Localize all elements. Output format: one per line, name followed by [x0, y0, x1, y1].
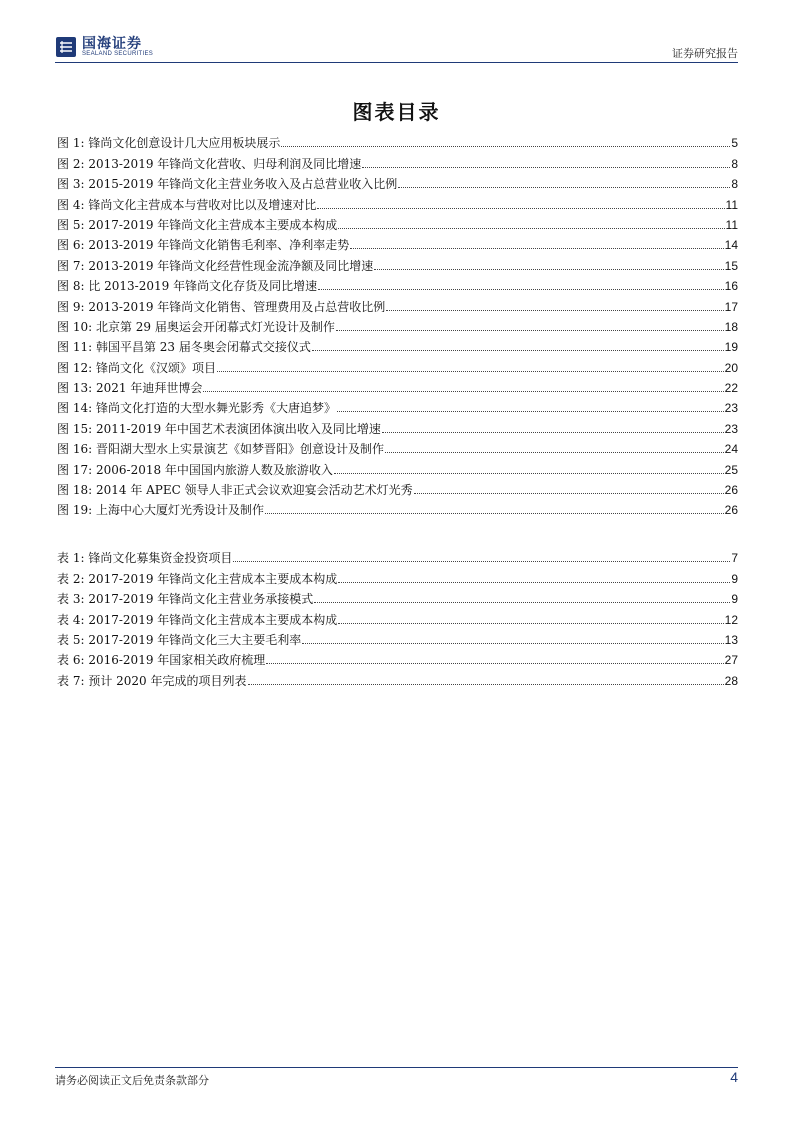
toc-entry-page: 25 — [724, 462, 738, 477]
figure-toc-entry[interactable] — [57, 415, 738, 435]
toc-leader-dots — [312, 349, 724, 351]
table-list — [57, 545, 738, 688]
toc-leader-dots — [338, 622, 723, 624]
figure-toc-entry[interactable] — [57, 191, 738, 211]
toc-entry-label: 表 5: — [57, 632, 85, 647]
toc-entry-label: 图 12: — [57, 360, 93, 375]
toc-leader-dots — [337, 410, 724, 412]
toc-entry-page: 16 — [724, 279, 738, 294]
toc-entry-label: 图 19: — [57, 503, 93, 518]
toc-entry-label: 表 2: — [57, 571, 85, 586]
toc-entry-label: 图 6: — [57, 238, 85, 253]
figure-toc-entry[interactable] — [57, 314, 738, 334]
logo-mark-icon — [55, 36, 77, 58]
toc-entry-title: 2011-2019 年中国艺术表演团体演出收入及同比增速 — [95, 421, 381, 436]
toc-entry-title: 2016-2019 年国家相关政府梳理 — [88, 653, 266, 668]
toc-entry-label: 图 9: — [57, 299, 85, 314]
toc-entry-title: 2017-2019 年锋尚文化主营成本主要成本构成 — [88, 217, 338, 232]
toc-entry-page: 14 — [724, 238, 738, 253]
toc-entry-title: 2017-2019 年锋尚文化主营成本主要成本构成 — [88, 612, 338, 627]
toc-entry-page: 17 — [724, 299, 738, 314]
toc-entry-page: 27 — [724, 653, 738, 668]
toc-leader-dots — [398, 186, 730, 188]
toc-entry-label: 图 13: — [57, 381, 93, 396]
toc-leader-dots — [374, 268, 723, 270]
toc-entry-page: 11 — [725, 217, 738, 232]
toc-entry-title: 比 2013-2019 年锋尚文化存货及同比增速 — [88, 279, 318, 294]
toc-entry-page: 18 — [724, 319, 738, 334]
toc-entry-page: 9 — [731, 592, 738, 607]
toc-entry-label: 图 4: — [57, 197, 85, 212]
toc-leader-dots — [336, 329, 724, 331]
toc-leader-dots — [317, 207, 724, 209]
toc-entry-page: 8 — [731, 156, 738, 171]
toc-entry-title: 2013-2019 年锋尚文化经营性现金流净额及同比增速 — [88, 258, 374, 273]
toc-leader-dots — [385, 451, 724, 453]
toc-entry-page: 5 — [731, 136, 738, 151]
toc-entry-label: 表 6: — [57, 653, 85, 668]
toc-entry-page: 26 — [724, 483, 738, 498]
footer-page-number: 4 — [730, 1069, 738, 1085]
toc-entry-title: 锋尚文化创意设计几大应用板块展示 — [88, 136, 281, 151]
toc-leader-dots — [338, 581, 730, 583]
figure-toc-entry[interactable] — [57, 130, 738, 150]
toc-entry-label: 图 5: — [57, 217, 85, 232]
toc-leader-dots — [334, 472, 724, 474]
toc-leader-dots — [266, 662, 723, 664]
toc-entry-page: 22 — [724, 381, 738, 396]
toc-entry-title: 2013-2019 年锋尚文化销售毛利率、净利率走势 — [88, 238, 350, 253]
toc-entry-label: 表 1: — [57, 551, 85, 566]
toc-leader-dots — [248, 683, 724, 685]
toc-entry-page: 13 — [724, 632, 738, 647]
figure-toc-entry[interactable] — [57, 232, 738, 252]
toc-leader-dots — [338, 227, 724, 229]
toc-entry-label: 图 16: — [57, 442, 93, 457]
figure-toc-entry[interactable] — [57, 212, 738, 232]
toc-entry-page: 9 — [731, 571, 738, 586]
toc-leader-dots — [217, 370, 724, 372]
toc-entry-page: 15 — [724, 258, 738, 273]
toc-entry-title: 锋尚文化《汉颂》项目 — [95, 360, 216, 375]
figure-toc-entry[interactable] — [57, 456, 738, 476]
toc-entry-page: 7 — [731, 551, 738, 566]
toc-entry-title: 锋尚文化募集资金投资项目 — [88, 551, 233, 566]
toc-entry-title: 预计 2020 年完成的项目列表 — [88, 673, 247, 688]
toc-entry-page: 23 — [724, 421, 738, 436]
toc-leader-dots — [281, 145, 730, 147]
toc-entry-label: 图 2: — [57, 156, 85, 171]
toc-entry-label: 图 17: — [57, 462, 93, 477]
toc-entry-label: 图 7: — [57, 258, 85, 273]
toc-leader-dots — [203, 390, 723, 392]
toc-entry-page: 28 — [724, 673, 738, 688]
toc-entry-title: 韩国平昌第 23 届冬奥会闭幕式交接仪式 — [95, 340, 311, 355]
figure-toc-entry[interactable] — [57, 293, 738, 313]
footer-divider — [55, 1067, 738, 1068]
page-title: 图表目录 — [352, 100, 441, 124]
table-toc-entry[interactable] — [57, 565, 738, 585]
toc-entry-title: 2021 年迪拜世博会 — [95, 381, 203, 396]
toc-entry-label: 图 8: — [57, 279, 85, 294]
toc-entry-title: 2013-2019 年锋尚文化营收、归母利润及同比增速 — [88, 156, 362, 171]
toc-entry-label: 图 14: — [57, 401, 93, 416]
figure-toc-entry[interactable] — [57, 395, 738, 415]
toc-entry-label: 表 3: — [57, 592, 85, 607]
company-logo — [55, 33, 153, 61]
toc-leader-dots — [362, 166, 730, 168]
toc-leader-dots — [386, 309, 723, 311]
toc-leader-dots — [350, 247, 723, 249]
toc-entry-page: 19 — [724, 340, 738, 355]
toc-entry-title: 锋尚文化主营成本与营收对比以及增速对比 — [88, 197, 317, 212]
toc-entry-page: 11 — [725, 197, 738, 212]
figure-toc-entry[interactable] — [57, 477, 738, 497]
toc-entry-title: 2013-2019 年锋尚文化销售、管理费用及占总营收比例 — [88, 299, 386, 314]
toc-entry-page: 26 — [724, 503, 738, 518]
toc-leader-dots — [233, 560, 730, 562]
toc-leader-dots — [302, 642, 723, 644]
page-header — [55, 33, 738, 63]
table-toc-entry[interactable] — [57, 627, 738, 647]
table-toc-entry[interactable] — [57, 545, 738, 565]
toc-entry-title: 晋阳湖大型水上实景演艺《如梦晋阳》创意设计及制作 — [95, 442, 384, 457]
toc-entry-title: 上海中心大厦灯光秀设计及制作 — [95, 503, 264, 518]
toc-entry-label: 图 18: — [57, 483, 93, 498]
toc-entry-label: 表 4: — [57, 612, 85, 627]
logo-chinese-name: 国海证券 — [82, 35, 142, 52]
table-toc-entry[interactable] — [57, 667, 738, 687]
toc-leader-dots — [382, 431, 724, 433]
figure-list — [57, 130, 738, 517]
toc-entry-title: 北京第 29 届奥运会开闭幕式灯光设计及制作 — [95, 319, 335, 334]
toc-entry-label: 图 1: — [57, 136, 85, 151]
table-toc-entry[interactable] — [57, 606, 738, 626]
figure-toc-entry[interactable] — [57, 150, 738, 170]
toc-leader-dots — [414, 492, 724, 494]
figure-toc-entry[interactable] — [57, 334, 738, 354]
toc-entry-label: 图 15: — [57, 421, 93, 436]
figure-toc-entry[interactable] — [57, 354, 738, 374]
toc-entry-page: 23 — [724, 401, 738, 416]
header-divider — [55, 62, 738, 63]
toc-leader-dots — [265, 512, 724, 514]
toc-leader-dots — [314, 601, 730, 603]
toc-entry-title: 2015-2019 年锋尚文化主营业务收入及占总营业收入比例 — [88, 177, 398, 192]
figure-toc-entry[interactable] — [57, 171, 738, 191]
toc-entry-label: 表 7: — [57, 673, 85, 688]
figure-toc-entry[interactable] — [57, 252, 738, 272]
figure-toc-entry[interactable] — [57, 273, 738, 293]
toc-entry-title: 2017-2019 年锋尚文化主营成本主要成本构成 — [88, 571, 338, 586]
footer-disclaimer: 请务必阅读正文后免责条款部分 — [55, 1074, 209, 1087]
toc-entry-title: 2014 年 APEC 领导人非正式会议欢迎宴会活动艺术灯光秀 — [95, 483, 413, 498]
toc-entry-page: 12 — [724, 612, 738, 627]
figure-toc-entry[interactable] — [57, 436, 738, 456]
logo-english-name: SEALAND SECURITIES — [82, 50, 154, 57]
toc-entry-title: 2017-2019 年锋尚文化三大主要毛利率 — [88, 632, 302, 647]
toc-entry-label: 图 3: — [57, 177, 85, 192]
toc-entry-page: 24 — [724, 442, 738, 457]
toc-entry-title: 2006-2018 年中国国内旅游人数及旅游收入 — [95, 462, 333, 477]
toc-entry-page: 20 — [724, 360, 738, 375]
figure-toc-entry[interactable] — [57, 497, 738, 517]
toc-entry-label: 图 11: — [57, 340, 93, 355]
table-toc-entry[interactable] — [57, 586, 738, 606]
toc-entry-page: 8 — [731, 177, 738, 192]
toc-leader-dots — [318, 288, 724, 290]
table-toc-entry[interactable] — [57, 647, 738, 667]
toc-entry-label: 图 10: — [57, 319, 93, 334]
toc-entry-title: 锋尚文化打造的大型水舞光影秀《大唐追梦》 — [95, 401, 336, 416]
report-type-label: 证券研究报告 — [672, 47, 738, 60]
figure-toc-entry[interactable] — [57, 375, 738, 395]
toc-entry-title: 2017-2019 年锋尚文化主营业务承接模式 — [88, 592, 314, 607]
